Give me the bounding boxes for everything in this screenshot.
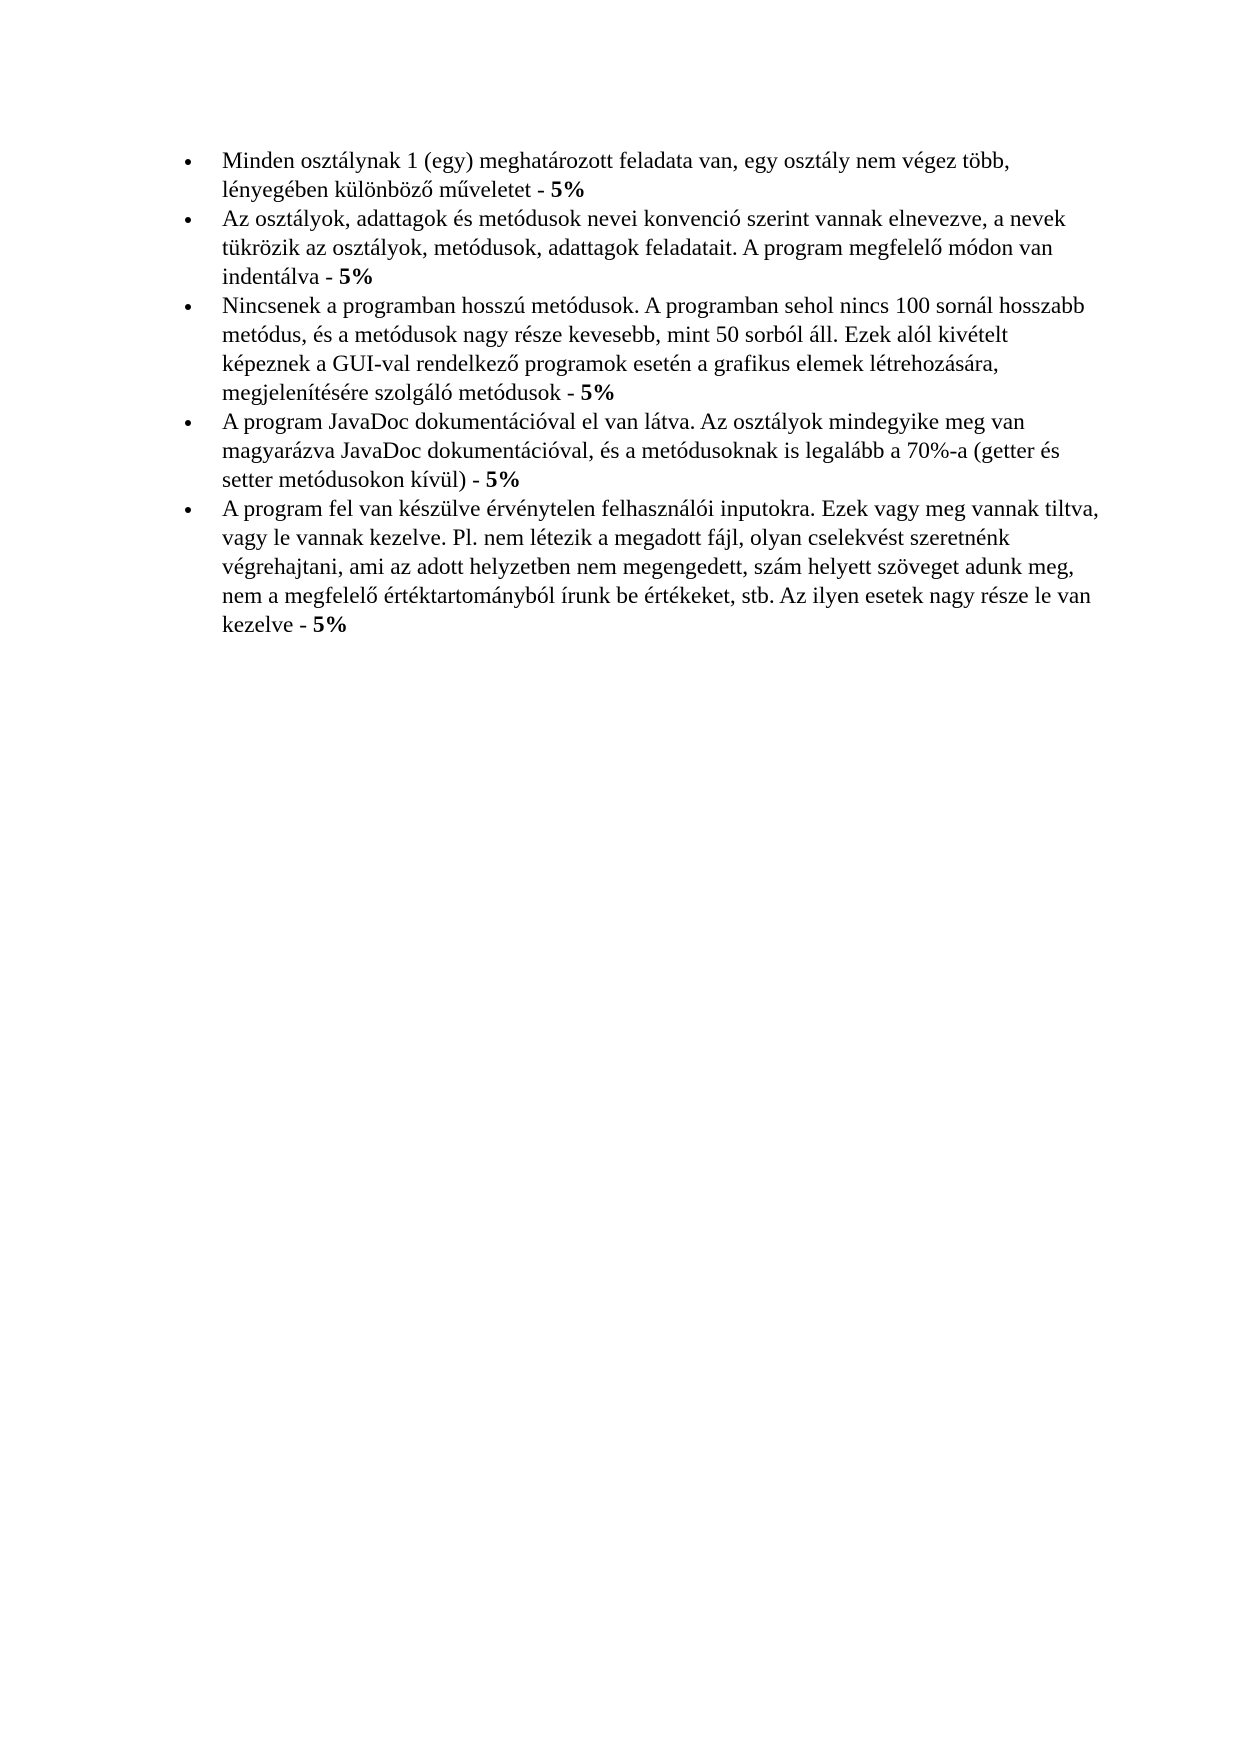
list-item (222, 408, 1102, 495)
criterion-text: A program fel van készülve érvénytelen felhasználói inputokra. Ezek vagy meg vannak tiltva, vagy le vannak kezelve. Pl. nem létezik a megadott fájl, olyan cselekvést szeretnénk végrehajtani, ami az adott helyzetben nem megengedett, szám helyett szöveget adunk meg, nem a megfelelő értéktartományból írunk be értékeket, stb. Az ilyen esetek nagy része le van kezelve (222, 496, 1099, 638)
criterion-points: 5% (550, 177, 586, 203)
criterion-points: 5% (580, 380, 616, 406)
criterion-separator: - (531, 177, 551, 203)
criterion-separator: - (466, 467, 486, 493)
bullet-icon (185, 304, 191, 310)
bullet-icon (185, 159, 191, 165)
bullet-icon (185, 420, 191, 426)
criterion-text: Minden osztálynak 1 (egy) meghatározott feladata van, egy osztály nem végez több, lényegében különböző műveletet (222, 148, 1010, 203)
criterion-points: 5% (485, 467, 521, 493)
criterion-text: A program JavaDoc dokumentációval el van látva. Az osztályok mindegyike meg van magyarázva JavaDoc dokumentációval, és a metódusoknak is legalább a 70%-a (getter és setter metódusokon kívül) (222, 409, 1060, 493)
criterion-separator: - (561, 380, 581, 406)
list-item (222, 147, 1102, 205)
bullet-icon (185, 217, 191, 223)
criterion-separator: - (293, 612, 313, 638)
criterion-points: 5% (312, 612, 349, 638)
list-item (222, 292, 1102, 408)
list-item (222, 205, 1102, 292)
criterion-separator: - (319, 264, 339, 290)
criterion-points: 5% (338, 264, 375, 290)
list-item (222, 495, 1102, 640)
criterion-text: Nincsenek a programban hosszú metódusok. A programban sehol nincs 100 sornál hosszabb metódus, és a metódusok nagy része kevesebb, mint 50 sorból áll. Ezek alól kivételt képeznek a GUI-val rendelkező programok esetén a grafikus elemek létrehozására, megjelenítésére szolgáló metódusok (222, 293, 1085, 406)
criterion-text: Az osztályok, adattagok és metódusok nevei konvenció szerint vannak elnevezve, a nevek tükrözik az osztályok, metódusok, adattagok feladatait. A program megfelelő módon van indentálva (222, 206, 1066, 290)
bullet-icon (185, 507, 191, 513)
criteria-list (222, 147, 1102, 640)
